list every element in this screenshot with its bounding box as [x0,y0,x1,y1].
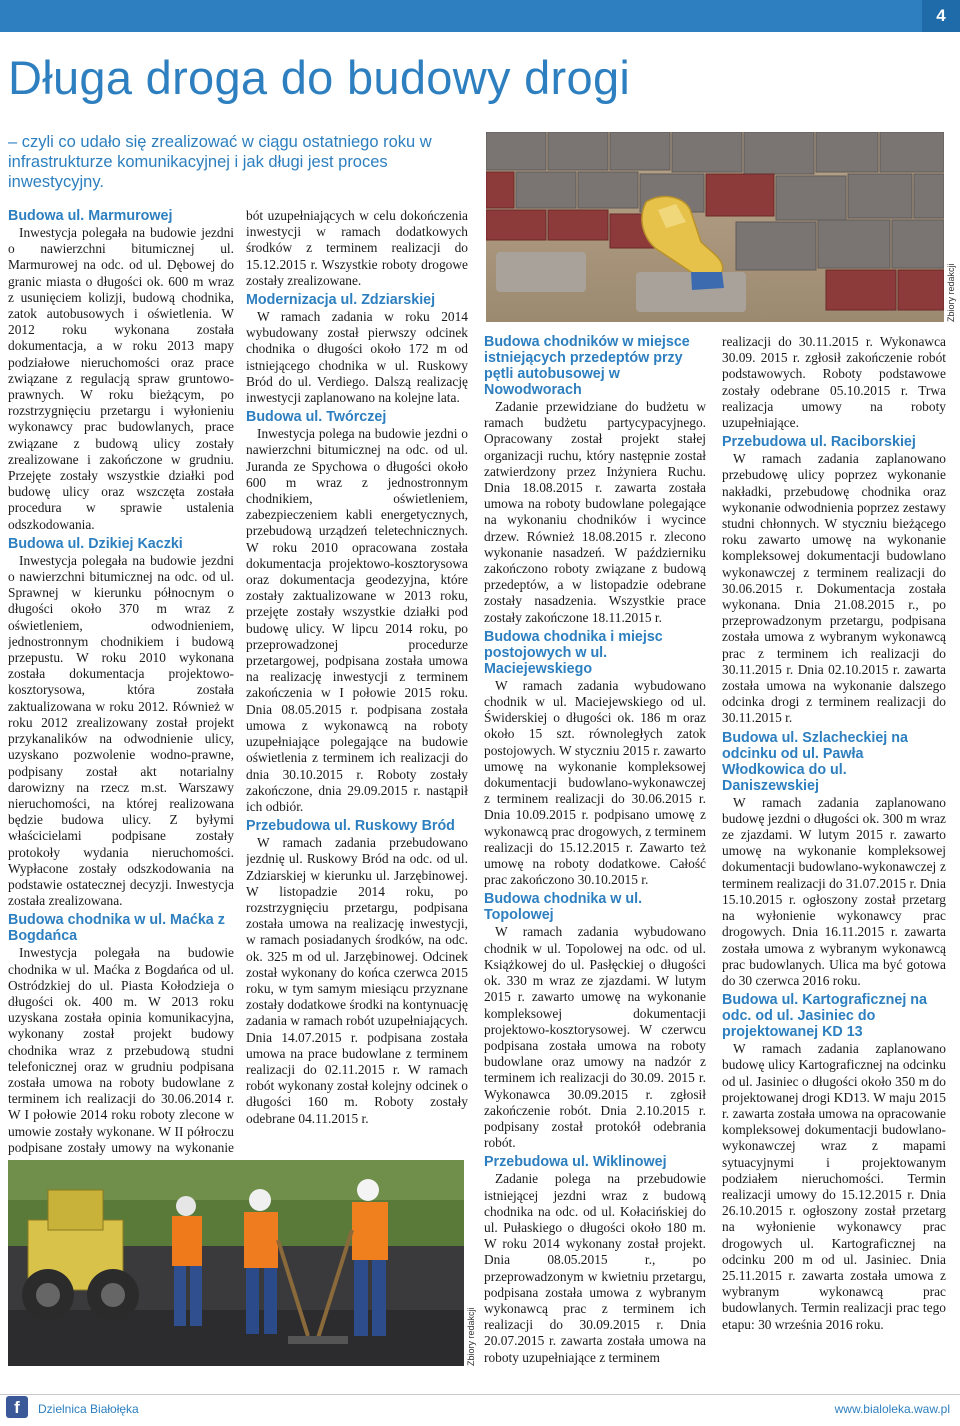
column-2 [246,208,468,1152]
heading-marmurowa: Budowa ul. Marmurowej [8,208,173,224]
facebook-label[interactable]: Dzielnica Białołęka [38,1402,139,1416]
page-number: 4 [922,0,960,32]
facebook-icon[interactable]: f [6,1396,28,1418]
footer-divider [0,1394,960,1395]
heading-wiklinowa: Przebudowa ul. Wiklinowej [484,1154,667,1171]
text-dzikiej-kaczki: Inwestycja polegała na budowie jezdni o nawierzchni bitumicznej na odc. od ul. Sprawnej w kierunku północnym o długości około 370 m wraz z oświetleniem, odwodnieniem, jednostronnym chodnikiem i budową przepustu. W roku 2010 wykonana została dokumentacja projektowo-kosztorysowa, która została zaktualizowana w roku 2012. Również w roku 2012 zrealizowany został projekt przykanalików na odwodnienie ulicy, uzyskano pozwolenie wodno-prawne, podpisany został akt notarialny darowizny na rzecz m.st. Warszawy nieruchomości, na której realizowana będzie budowa ulicy. Z byłymi właścicielami podpisane zostały protokoły wydania nieruchomości. Wypłacone zostały odszkodowania na podstawie ostatecznej decyzji. Inwestycja została zrealizowana. [8,552,234,909]
text-zdziarska: W ramach zadania w roku 2014 wybudowany został pierwszy odcinek chodnika o długości około 172 m od istniejącego chodnika w ul. Ruskowy Bród do ul. Verdiego. Dalszą realizację inwestycji zaplanowano na kolejne lata. [246,309,468,406]
text-tworcza: Inwestycja polega na budowie jezdni o nawierzchni bitumicznej na odc. od ul. Juranda ze Spychowa o długości około 600 m wraz z jednostronnym chodnikiem, oświetleniem, zabezpieczeniem kabli energetycznych, przebudową urządzeń teletechnicznych. W roku 2010 opracowana została dokumentacja projektowo-kosztorysowa oraz dokumentacja geodezyjna, które zostały zaktualizowane w 2013 roku, przejęte zostały wszystkie działki pod budowę ulicy. W lipcu 2014 roku, po przeprowadzonej procedurze przetargowej, podpisana została umowa na realizację inwestycji z terminem zakończenia w I połowie 2015 roku. Dnia 08.05.2015 r. podpisana została umowa z wykonawcą na roboty uzupełniające polegające na budowie oświetlenia z terminem ich realizacji do dnia 30.10.2015 r. Roboty zostały zakończone, dnia 29.09.2015 r. nastąpił ich odbiór. [246,426,468,814]
text-continued: realizacji do 30.11.2015 r. Wykonawca 30.09. 2015 r. zgłosił zakończenie robót podstawowych. Roboty podstawowe zostały odebrane 05.10.2015 r. Trwa realizacja umowy na roboty uzupełniające. [722,334,946,431]
paving-photo-illustration [486,132,944,322]
photo-paving [486,132,944,322]
text-maciejewskiego: W ramach zadania wybudowano chodnik w ul. Maciejewskiego od ul. Świderskiej o długości ok. 186 m oraz około 15 szt. równoległych zatok postojowych. W styczniu 2015 r. zawarto umowę na wykonanie kompleksowej dokumentacji budowlano-wykonawczej z terminem realizacji do 30.06.2015 r. Dnia 10.09.2015 r. podpisano umowę z wykonawcą prac drogowych, z terminem realizacji do 15.12.2015 r. Zawarto też umowę na roboty dodatkowe. Całość prac zakończono 30.10.2015 r. [484,677,706,888]
heading-kartograficzna: Budowa ul. Kartograficznej na odc. od ul. Jasiniec do projektowanej KD 13 [722,992,927,1041]
article-title: Długa droga do budowy drogi [8,51,631,104]
photo-credit-bottom: Zbiory redakcji [466,1307,476,1366]
heading-nowodwory: Budowa chodników w miejsce istniejących przedeptów przy pętli autobusowej w Nowodworach [484,334,690,398]
photo-road-workers [8,1160,464,1366]
text-raciborska: W ramach zadania zaplanowano przebudowę ulicy poprzez wykonanie nakładki, przebudowę chodnika oraz wykonanie odwodnienia poprzez zestawy studni chłonnych. W styczniu bieżącego roku zawarto umowę na wykonanie kompleksowej dokumentacji budowlano wykonawczej z terminem realizacji do 30.06.2015 r. Dokumentacja została wykonana. Dnia 21.08.2015 r., po przeprowadzonym przetargu, podpisana została umowa z wybranym wykonawcą prac z terminem ich realizacji do 30.11.2015 r. Dnia 02.10.2015 r. zawarta została umowa na wykonanie dalszego odcinka drogi z terminem realizacji do 30.11.2015 r. [722,451,946,726]
website-link[interactable]: www.bialoleka.waw.pl [834,1402,950,1416]
heading-maciejewskiego: Budowa chodnika i miejsc postojowych w ul. Maciejewskiego [484,628,663,677]
article-lead: – czyli co udało się zrealizować w ciągu ostatniego roku w infrastrukturze komunikacyjnej i jak długi jest proces inwestycyjny. [8,133,432,191]
column-3 [484,334,706,1374]
text-ruskowy-brod: W ramach zadania przebudowano jezdnię ul. Ruskowy Bród na odc. od ul. Zdziarskiej w kierunku ul. Jarzębinowej. W listopadzie 2014 roku, po rozstrzygnięciu przetargu, podpisana została umowa na realizację inwestycji, w ramach posiadanych środków, na odc. ok. 325 m od ul. Jarzębinowej. Odcinek został wykonany do końca czerwca 2015 roku, w tym samym miesiącu przyznane zostały dodatkowe środki na kontynuację zadania w ramach robót uzupełniających. Dnia 14.07.2015 r. podpisana została umowa na prace budowlane z terminem realizacji do 02.11.2015 r. W ramach robót wykonany został kolejny odcinek o długości 160 m. Roboty zostały odebrane 04.11.2015 r. [246,835,468,1126]
text-macka: Inwestycja polegała na budowie chodnika w ul. Maćka z Bogdańca od ul. Ostródzkiej do ul. Piasta Kołodzieja o długości ok. 400 m. W 2013 roku uzyskana została opinia komunikacyjna, wykonany został projekt budowy chodnika wraz z przebudową studni telefonicznej oraz w grudniu podpisana została umowa na roboty budowlane z terminem ich realizacji do 30.06.2014 r. W I połowie 2014 roku roboty zlecone w umowie zostały wykonane. W II półroczu podpisane zostały umowy na wykonanie [8,945,234,1155]
text-kartograficzna: W ramach zadania zaplanowano budowę ulicy Kartograficznej na odcinku od ul. Jasiniec o długości około 350 m do projektowanej drogi KD13. W maju 2015 r. zawarta została umowa na opracowanie kompleksowej dokumentacji budowlano-wykonawczej wraz z mapami sytuacyjnymi i projektowanym podziałem nieruchomości. Termin realizacji umowy do 15.12.2015 r. Dnia 26.10.2015 r. ogłoszony został przetarg na wyłonienie wykonawcy prac drogowych ul. Kartograficznej na odcinku 200 m od ul. Jasiniec. Dnia 25.11.2015 r. zawarta została umowa z wybranym wykonawcą prac budowlanych. Termin realizacji prac tego etapu: 30 września 2016 roku. [722,1041,946,1332]
heading-macka: Budowa chodnika w ul. Maćka z Bogdańca [8,912,225,945]
column-4 [722,334,946,1374]
text-wiklinowa: Zadanie polega na przebudowie istniejącej jezdni wraz z budową chodnika na odc. od ul. Kołacińskiej do ul. Pułaskiego o długości około 180 m. W roku 2014 wykonany został projekt. Dnia 08.05.2015 r., po przeprowadzonym w kwietniu przetargu, podpisana została umowa z wybranym wykonawcą prac z terminem ich realizacji do 30.09.2015 r. Dnia 20.07.2015 r. zawarta została umowa na roboty uzupełniające z terminem [484,1171,706,1365]
heading-raciborska: Przebudowa ul. Raciborskiej [722,434,916,451]
heading-zdziarska: Modernizacja ul. Zdziarskiej [246,292,436,309]
top-bar [0,0,960,32]
text-nowodwory: Zadanie przewidziane do budżetu w ramach budżetu partycypacyjnego. Opracowany został projekt stałej organizacji ruchu, który następnie został zatwierdzony przez Inżyniera Ruchu. Dnia 18.08.2015 r. zawarta została umowa na roboty budowlane polegające na wykonaniu chodników i wycince drzew. Również 18.08.2015 r. zlecono wykonanie nasadzeń. W październiku zakończono roboty związane z budową przedeptów, a w listopadzie odebrane zostały nasadzenia. Wszystkie prace zostały zakończone 18.11.2015 r. [484,399,706,625]
heading-dzikiej-kaczki: Budowa ul. Dzikiej Kaczki [8,535,183,552]
text-marmurowa: Inwestycja polegała na budowie jezdni o nawierzchni bitumicznej ul. Marmurowej na odc. od ul. Dębowej do granic miasta o długości ok. 600 m wraz z usunięciem kolizji, budową chodnika, zatok autobusowych i oświetlenia. W 2012 roku wykonana została dokumentacja, a w roku 2013 mapy podziałowe nieruchomości oraz prace związane z regulacją spraw gruntowo-prawnych. W roku bieżącym, po rozstrzygnięciu przetargu i wyłonieniu wykonawcy prac budowlanych, prace związane z budową ulicy zostały zrealizowane i zakończone w grudniu. Przejęte zostały wszystkie działki pod budowę ulicy oraz wszczęta została procedura w sprawie ustalenia odszkodowania. [8,225,234,532]
photo-credit-top: Zbiory redakcji [946,263,956,322]
heading-topolowa: Budowa chodnika w ul. Topolowej [484,891,643,924]
text-continued: bót uzupełniających w celu dokończenia inwestycji w ramach dodatkowych środków z terminem realizacji do 15.12.2015 r. Wszystkie roboty drogowe zostały zrealizowane. [246,208,468,288]
heading-szlachecka: Budowa ul. Szlacheckiej na odcinku od ul. Pawła Włodkowica do ul. Daniszewskiej [722,729,908,794]
text-szlachecka: W ramach zadania zaplanowano budowę jezdni o długości ok. 300 m wraz ze zjazdami. W lutym 2015 r. zawarto umowę na wykonanie kompleksowej dokumentacji budowlano-wykonawczej z terminem realizacji do 31.07.2015 r. Dnia 15.10.2015 r. ogłoszony został przetarg na wyłonienie wykonawcy prac drogowych. Dnia 16.11.2015 r. zawarta została umowa z wybranym wykonawcą prac budowlanych. Ulica ma być gotowa do 30 czerwca 2016 roku. [722,794,946,988]
footer [0,1396,960,1426]
heading-tworcza: Budowa ul. Twórczej [246,409,387,426]
road-workers-illustration [8,1160,464,1366]
heading-ruskowy-brod: Przebudowa ul. Ruskowy Bród [246,818,455,835]
text-topolowa: W ramach zadania wybudowano chodnik w ul. Topolowej na odc. od ul. Książkowej do ul. Pasłęckiej o długości ok. 330 m wraz ze zjazdami. W lutym 2015 r. zawarto umowę na wykonanie kompleksowej dokumentacji projektowo-kosztorysowej. W czerwcu podpisana została umowa na roboty budowlane oraz umowy na nadzór z terminem ich realizacji do 30.09. 2015 r. Wykonawca 30.09.2015 r. zgłosił zakończenie robót. Dnia 2.10.2015 r. podpisany został protokół odebrania robót. [484,924,706,1151]
